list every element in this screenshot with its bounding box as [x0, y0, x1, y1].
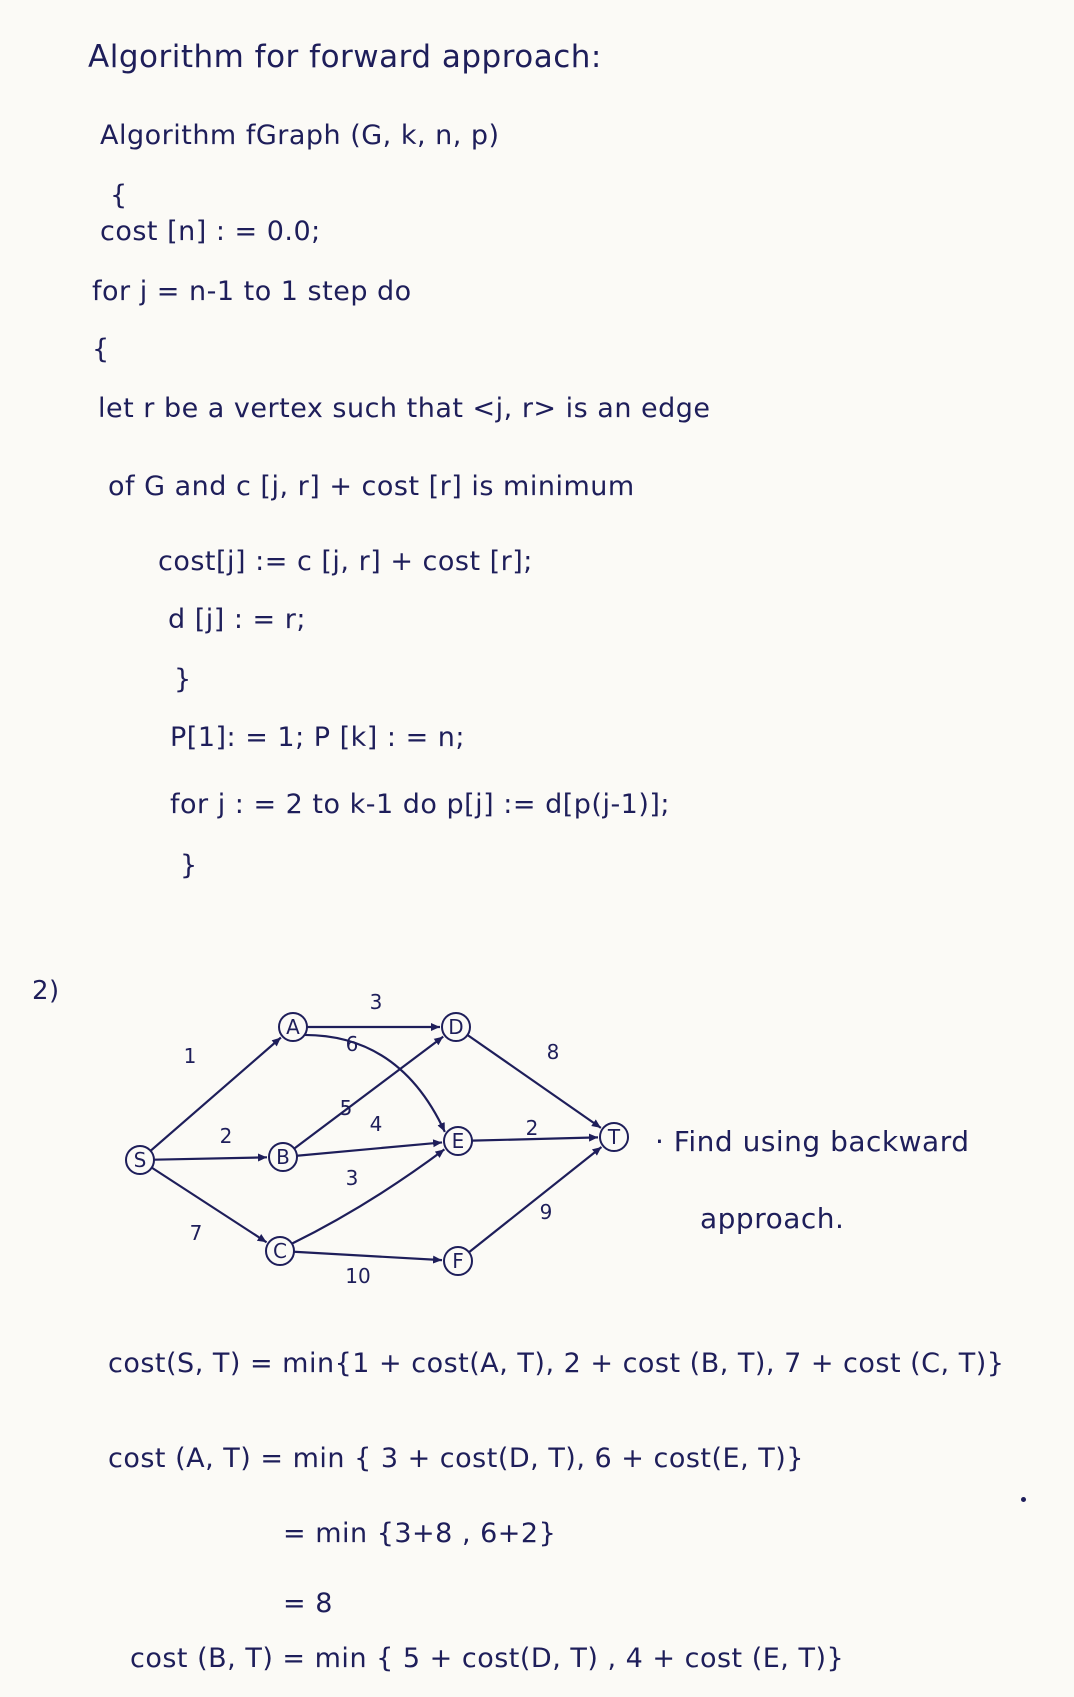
edge-S-A	[151, 1037, 281, 1150]
edge-weight-D-T: 8	[546, 1040, 560, 1064]
edge-D-T	[467, 1035, 600, 1128]
node-F	[444, 1247, 472, 1275]
edge-weight-C-E: 3	[345, 1166, 359, 1190]
node-S	[126, 1146, 154, 1174]
node-B	[269, 1143, 297, 1171]
edge-F-T	[469, 1147, 602, 1252]
code-line: {	[110, 180, 128, 211]
node-A	[279, 1013, 307, 1041]
code-line: }	[174, 664, 192, 695]
node-T	[600, 1123, 628, 1151]
edge-weight-S-A: 1	[183, 1044, 197, 1068]
code-line: {	[92, 334, 110, 365]
code-line: cost [n] : = 0.0;	[100, 216, 321, 247]
node-label-C: C	[273, 1239, 287, 1263]
node-label-T: T	[607, 1125, 621, 1149]
edge-weight-B-D: 5	[339, 1096, 353, 1120]
code-line: for j = n-1 to 1 step do	[92, 276, 412, 307]
edge-S-B	[154, 1157, 267, 1159]
node-D	[442, 1013, 470, 1041]
question-number: 2)	[32, 976, 60, 1006]
code-line: cost[j] := c [j, r] + cost [r];	[158, 546, 533, 577]
page-heading: Algorithm for forward approach:	[88, 39, 602, 75]
stray-dot	[1021, 1497, 1026, 1502]
code-line: of G and c [j, r] + cost [r] is minimum	[108, 471, 635, 502]
edge-weight-S-C: 7	[189, 1221, 203, 1245]
edge-S-C	[152, 1168, 267, 1243]
edge-weight-B-E: 4	[369, 1112, 383, 1136]
edge-C-E	[292, 1149, 444, 1243]
node-label-E: E	[451, 1129, 465, 1153]
graph-edges	[151, 990, 602, 1288]
code-line: }	[180, 850, 198, 881]
code-line: P[1]: = 1; P [k] : = n;	[170, 722, 466, 753]
code-line: let r be a vertex such that <j, r> is an edge	[98, 393, 711, 424]
edge-weight-A-D: 3	[369, 990, 383, 1014]
node-label-B: B	[276, 1145, 290, 1169]
code-line: d [j] : = r;	[168, 604, 306, 635]
edge-weight-E-T: 2	[525, 1116, 539, 1140]
side-note-line1: · Find using backward	[655, 1125, 970, 1158]
equation-line: cost(S, T) = min{1 + cost(A, T), 2 + cost (B, T), 7 + cost (C, T)}	[108, 1348, 1005, 1379]
edge-C-F	[294, 1252, 442, 1260]
equation-line: = 8	[283, 1588, 333, 1619]
node-label-D: D	[448, 1015, 464, 1039]
node-E	[444, 1127, 472, 1155]
code-line: for j : = 2 to k-1 do p[j] := d[p(j-1)];	[170, 789, 671, 820]
node-label-A: A	[286, 1015, 300, 1039]
equation-line: cost (B, T) = min { 5 + cost(D, T) , 4 + cost (E, T)}	[130, 1643, 845, 1674]
edge-weight-C-F: 10	[345, 1264, 371, 1288]
code-line: Algorithm fGraph (G, k, n, p)	[100, 120, 500, 151]
equation-line: = min {3+8 , 6+2}	[283, 1518, 557, 1549]
node-label-F: F	[452, 1249, 464, 1273]
edge-B-E	[297, 1142, 442, 1155]
edge-weight-A-E: 6	[345, 1032, 359, 1056]
graph-diagram	[100, 975, 720, 1295]
side-note-line2: approach.	[700, 1202, 845, 1235]
equation-line: cost (A, T) = min { 3 + cost(D, T), 6 + cost(E, T)}	[108, 1443, 804, 1474]
edge-weight-F-T: 9	[539, 1200, 553, 1224]
node-label-S: S	[133, 1148, 147, 1172]
edge-weight-S-B: 2	[219, 1124, 233, 1148]
node-C	[266, 1237, 294, 1265]
